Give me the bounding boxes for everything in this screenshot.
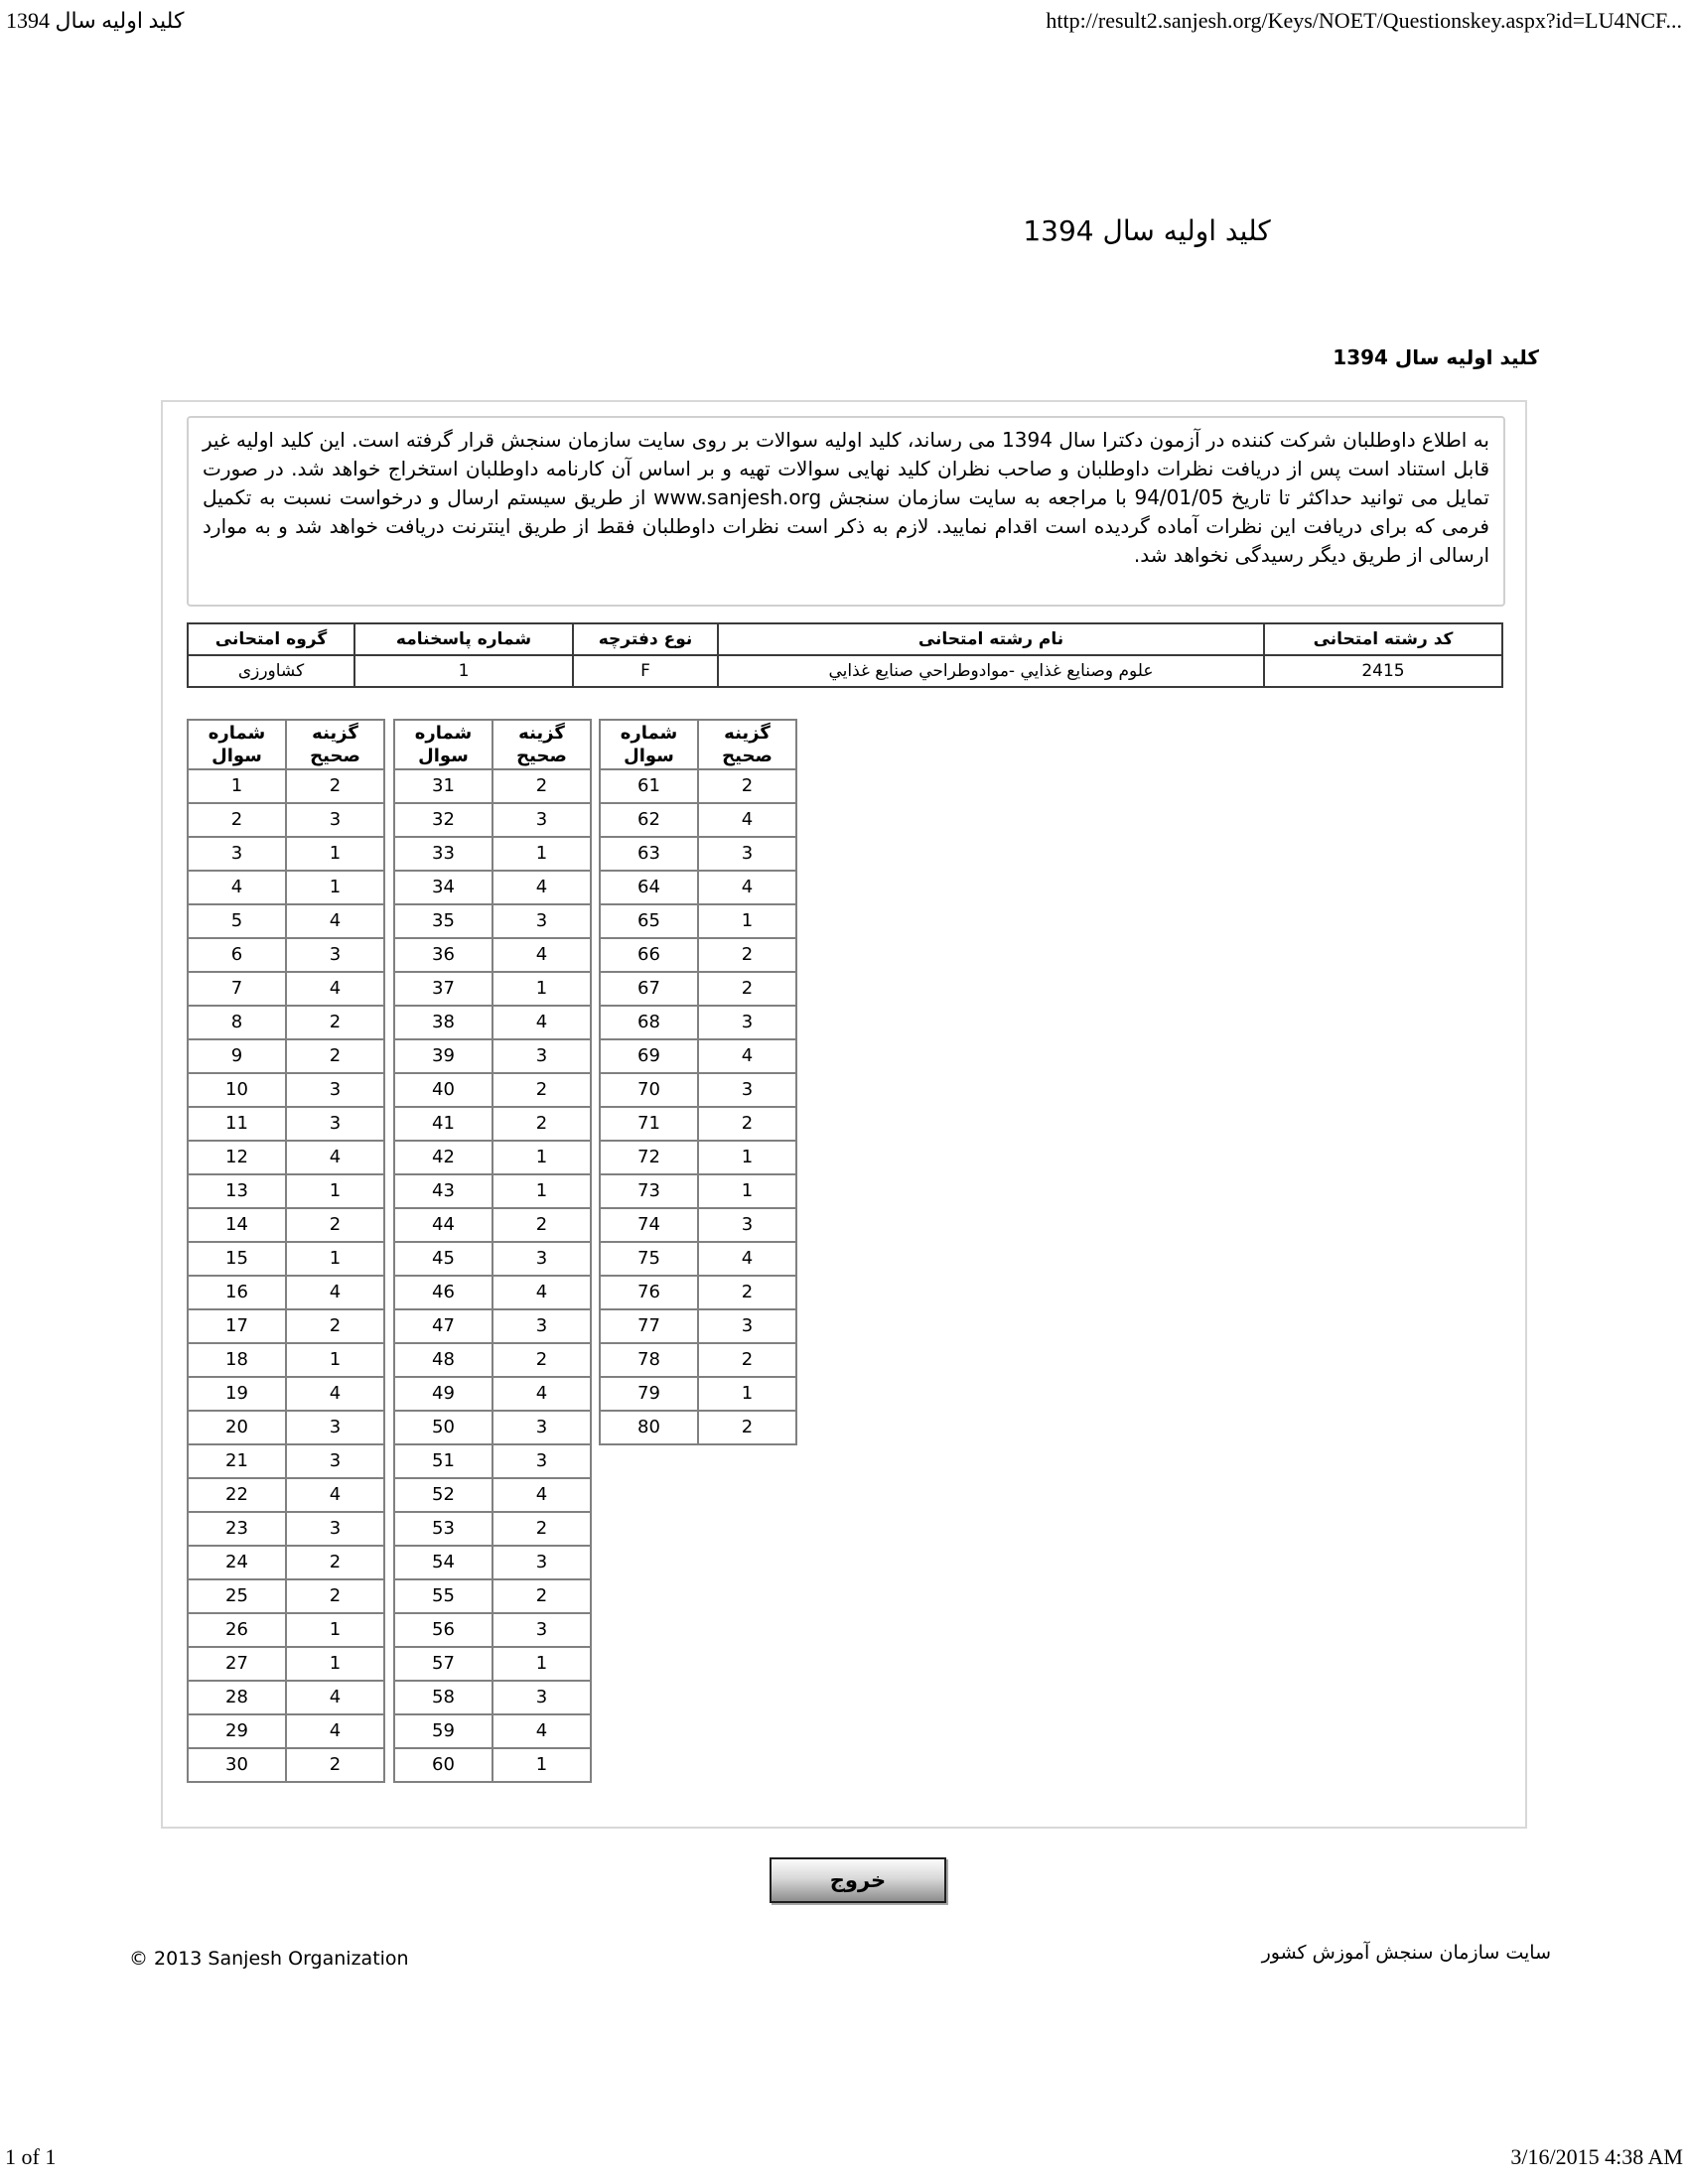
answer-row xyxy=(600,803,796,837)
answer-row xyxy=(188,1647,384,1681)
correct-option-cell: 3 xyxy=(286,1073,384,1107)
correct-option-cell: 4 xyxy=(286,1377,384,1411)
correct-option-cell: 4 xyxy=(698,871,796,904)
correct-option-cell: 4 xyxy=(698,1039,796,1073)
question-number-cell: 64 xyxy=(600,871,698,904)
print-footer-datetime: 3/16/2015 4:38 AM xyxy=(1510,2144,1683,2169)
correct-option-cell: 3 xyxy=(492,1546,591,1579)
answer-row xyxy=(394,1613,591,1647)
answer-row xyxy=(394,1579,591,1613)
correct-option-cell: 1 xyxy=(492,1647,591,1681)
correct-option-cell: 3 xyxy=(492,1444,591,1478)
exam-info-table xyxy=(187,622,1503,688)
page-title: کلید اولیه سال 1394 xyxy=(1023,214,1271,247)
answer-row xyxy=(394,1647,591,1681)
question-number-cell: 41 xyxy=(394,1107,492,1141)
correct-option-cell: 3 xyxy=(286,1411,384,1444)
answer-row xyxy=(394,972,591,1006)
answer-row xyxy=(188,1276,384,1309)
correct-option-cell: 2 xyxy=(698,1276,796,1309)
question-number-cell: 61 xyxy=(600,769,698,803)
correct-option-cell: 4 xyxy=(492,938,591,972)
answer-row xyxy=(600,1343,796,1377)
print-header-url: http://result2.sanjesh.org/Keys/NOET/Questionskey.aspx?id=LU4NCF... xyxy=(1046,8,1682,33)
answer-header-line1: گزینه xyxy=(724,723,771,744)
footer-site-name: سایت سازمان سنجش آموزش کشور xyxy=(1261,1942,1551,1964)
correct-option-cell: 3 xyxy=(492,1613,591,1647)
question-number-cell: 49 xyxy=(394,1377,492,1411)
answer-row xyxy=(600,871,796,904)
question-number-cell: 43 xyxy=(394,1174,492,1208)
question-number-cell: 47 xyxy=(394,1309,492,1343)
answer-row xyxy=(600,1174,796,1208)
question-number-cell: 16 xyxy=(188,1276,286,1309)
answer-row xyxy=(188,1174,384,1208)
correct-option-cell: 4 xyxy=(492,1714,591,1748)
question-number-cell: 60 xyxy=(394,1748,492,1782)
question-number-cell: 10 xyxy=(188,1073,286,1107)
correct-option-cell: 2 xyxy=(492,1073,591,1107)
correct-option-cell: 1 xyxy=(286,1343,384,1377)
correct-option-cell: 2 xyxy=(698,938,796,972)
correct-option-cell: 2 xyxy=(698,972,796,1006)
answer-table-header-row xyxy=(394,720,591,769)
question-number-cell: 17 xyxy=(188,1309,286,1343)
correct-option-header xyxy=(698,720,796,769)
answer-row xyxy=(394,837,591,871)
correct-option-cell: 1 xyxy=(286,1647,384,1681)
answer-row xyxy=(394,1343,591,1377)
answer-sheet-number-value: 1 xyxy=(354,655,573,687)
correct-option-cell: 2 xyxy=(492,1107,591,1141)
question-number-header xyxy=(188,720,286,769)
correct-option-cell: 2 xyxy=(698,1107,796,1141)
correct-option-cell: 4 xyxy=(286,1681,384,1714)
correct-option-cell: 4 xyxy=(286,1478,384,1512)
answer-row xyxy=(188,837,384,871)
answer-row xyxy=(600,1073,796,1107)
question-number-header xyxy=(600,720,698,769)
answer-row xyxy=(394,1546,591,1579)
answer-row xyxy=(394,1073,591,1107)
answer-table-header-row xyxy=(600,720,796,769)
answer-row xyxy=(600,938,796,972)
question-number-cell: 55 xyxy=(394,1579,492,1613)
answer-row xyxy=(394,1141,591,1174)
question-header-line2: سوال xyxy=(211,746,262,766)
correct-option-cell: 4 xyxy=(492,1478,591,1512)
answer-row xyxy=(394,938,591,972)
correct-option-cell: 2 xyxy=(286,1748,384,1782)
print-footer-page-number: 1 of 1 xyxy=(5,2144,57,2169)
answer-table-3 xyxy=(599,719,797,1445)
correct-option-cell: 4 xyxy=(286,904,384,938)
question-header-line2: سوال xyxy=(418,746,469,766)
correct-option-cell: 3 xyxy=(698,1208,796,1242)
question-number-cell: 69 xyxy=(600,1039,698,1073)
correct-option-cell: 2 xyxy=(698,1411,796,1444)
booklet-type-value: F xyxy=(573,655,718,687)
correct-option-cell: 3 xyxy=(286,938,384,972)
question-number-cell: 66 xyxy=(600,938,698,972)
correct-option-cell: 3 xyxy=(286,1107,384,1141)
question-number-cell: 67 xyxy=(600,972,698,1006)
answer-row xyxy=(600,1411,796,1444)
correct-option-cell: 3 xyxy=(492,1242,591,1276)
answer-row xyxy=(188,904,384,938)
correct-option-cell: 3 xyxy=(492,1681,591,1714)
answer-row xyxy=(188,1242,384,1276)
question-number-cell: 30 xyxy=(188,1748,286,1782)
correct-option-cell: 1 xyxy=(698,904,796,938)
answer-table-1 xyxy=(187,719,385,1783)
question-number-cell: 32 xyxy=(394,803,492,837)
correct-option-header xyxy=(492,720,591,769)
question-number-cell: 58 xyxy=(394,1681,492,1714)
question-number-cell: 13 xyxy=(188,1174,286,1208)
answer-row xyxy=(394,1512,591,1546)
question-number-cell: 29 xyxy=(188,1714,286,1748)
question-number-cell: 63 xyxy=(600,837,698,871)
question-number-cell: 21 xyxy=(188,1444,286,1478)
correct-option-cell: 1 xyxy=(492,1174,591,1208)
answer-row xyxy=(188,1343,384,1377)
question-number-cell: 7 xyxy=(188,972,286,1006)
print-header-title: کلید اولیه سال 1394 xyxy=(6,8,185,33)
answer-row xyxy=(600,837,796,871)
correct-option-cell: 3 xyxy=(286,1444,384,1478)
answer-header-line1: گزینه xyxy=(518,723,565,744)
question-number-cell: 53 xyxy=(394,1512,492,1546)
correct-option-cell: 2 xyxy=(698,769,796,803)
answer-row xyxy=(600,1141,796,1174)
correct-option-cell: 2 xyxy=(286,1208,384,1242)
question-number-cell: 40 xyxy=(394,1073,492,1107)
correct-option-cell: 2 xyxy=(286,1579,384,1613)
correct-option-cell: 2 xyxy=(286,769,384,803)
question-number-cell: 24 xyxy=(188,1546,286,1579)
answer-row xyxy=(394,1276,591,1309)
correct-option-cell: 2 xyxy=(492,1208,591,1242)
answer-row xyxy=(188,1006,384,1039)
answer-row xyxy=(188,1748,384,1782)
question-number-cell: 8 xyxy=(188,1006,286,1039)
exam-info-data-row xyxy=(188,655,1502,687)
question-number-cell: 56 xyxy=(394,1613,492,1647)
answer-row xyxy=(188,769,384,803)
question-number-cell: 74 xyxy=(600,1208,698,1242)
notice-box xyxy=(187,416,1505,607)
question-header-line1: شماره xyxy=(414,723,473,744)
answer-row xyxy=(600,1039,796,1073)
question-number-cell: 62 xyxy=(600,803,698,837)
answer-header-line1: گزینه xyxy=(312,723,358,744)
question-number-cell: 5 xyxy=(188,904,286,938)
correct-option-cell: 4 xyxy=(492,871,591,904)
footer-copyright: © 2013 Sanjesh Organization xyxy=(129,1948,409,1970)
question-number-cell: 79 xyxy=(600,1377,698,1411)
correct-option-cell: 1 xyxy=(492,837,591,871)
question-number-cell: 3 xyxy=(188,837,286,871)
question-number-cell: 14 xyxy=(188,1208,286,1242)
answer-row xyxy=(394,1411,591,1444)
question-header-line1: شماره xyxy=(620,723,678,744)
question-header-line2: سوال xyxy=(624,746,674,766)
correct-option-cell: 1 xyxy=(286,871,384,904)
correct-option-cell: 2 xyxy=(492,769,591,803)
answer-row xyxy=(600,972,796,1006)
answer-header-line2: صحیح xyxy=(516,746,567,766)
answer-row xyxy=(394,1208,591,1242)
question-number-cell: 18 xyxy=(188,1343,286,1377)
question-number-cell: 9 xyxy=(188,1039,286,1073)
answer-row xyxy=(188,1681,384,1714)
correct-option-cell: 2 xyxy=(492,1579,591,1613)
question-number-cell: 75 xyxy=(600,1242,698,1276)
question-number-cell: 28 xyxy=(188,1681,286,1714)
answer-row xyxy=(394,1242,591,1276)
question-number-cell: 15 xyxy=(188,1242,286,1276)
correct-option-cell: 3 xyxy=(492,1411,591,1444)
correct-option-cell: 3 xyxy=(492,803,591,837)
question-number-cell: 73 xyxy=(600,1174,698,1208)
answer-row xyxy=(188,1478,384,1512)
answer-row xyxy=(188,1512,384,1546)
correct-option-cell: 4 xyxy=(286,1141,384,1174)
question-number-cell: 12 xyxy=(188,1141,286,1174)
answer-row xyxy=(394,1309,591,1343)
correct-option-cell: 4 xyxy=(492,1377,591,1411)
correct-option-cell: 3 xyxy=(492,904,591,938)
question-number-cell: 36 xyxy=(394,938,492,972)
section-heading: کلید اولیه سال 1394 xyxy=(1333,345,1539,369)
question-number-cell: 72 xyxy=(600,1141,698,1174)
answer-row xyxy=(188,1377,384,1411)
answer-row xyxy=(600,769,796,803)
correct-option-cell: 4 xyxy=(286,972,384,1006)
notice-text: به اطلاع داوطلبان شرکت کننده در آزمون دکترا سال 1394 می رساند، کلید اولیه سوالات بر روی سایت سازمان سنجش قرار گرفته است. این کلید اولیه غیر قابل استناد است پس از دریافت نظرات داوطلبان و صاحب نظران کلید نهایی سوالات تهیه و بر اساس آن کارنامه داوطلبان استخراج خواهد شد. در صورت تمایل می توانید حداکثر تا تاریخ 94/01/05 با مراجعه به سایت سازمان سنجش www.sanjesh.org از طریق سیستم ارسال و درخواست نسبت به تکمیل فرمی که برای دریافت این نظرات آماده گردیده است اقدام نمایید. لازم به ذکر است نظرات داوطلبان فقط از طریق اینترنت دریافت خواهد شد و به موارد ارسالی از طریق دیگر رسیدگی نخواهد شد. xyxy=(203,428,1490,567)
question-number-cell: 11 xyxy=(188,1107,286,1141)
question-number-cell: 77 xyxy=(600,1309,698,1343)
correct-option-cell: 2 xyxy=(286,1006,384,1039)
question-header-line1: شماره xyxy=(208,723,266,744)
correct-option-cell: 1 xyxy=(698,1141,796,1174)
question-number-cell: 59 xyxy=(394,1714,492,1748)
correct-option-cell: 3 xyxy=(698,1309,796,1343)
question-number-cell: 57 xyxy=(394,1647,492,1681)
correct-option-cell: 4 xyxy=(492,1276,591,1309)
question-number-cell: 78 xyxy=(600,1343,698,1377)
exam-name-header: نام رشته امتحانی xyxy=(718,623,1264,655)
question-number-cell: 70 xyxy=(600,1073,698,1107)
answer-row xyxy=(188,1141,384,1174)
correct-option-cell: 1 xyxy=(698,1377,796,1411)
answer-row xyxy=(600,1107,796,1141)
answer-header-line2: صحیح xyxy=(310,746,360,766)
question-number-cell: 44 xyxy=(394,1208,492,1242)
answer-row xyxy=(600,1276,796,1309)
question-number-cell: 2 xyxy=(188,803,286,837)
answer-row xyxy=(188,1411,384,1444)
correct-option-cell: 1 xyxy=(286,1174,384,1208)
answer-row xyxy=(394,1478,591,1512)
correct-option-cell: 3 xyxy=(698,1006,796,1039)
question-number-cell: 46 xyxy=(394,1276,492,1309)
correct-option-cell: 2 xyxy=(492,1512,591,1546)
question-number-cell: 19 xyxy=(188,1377,286,1411)
question-number-cell: 76 xyxy=(600,1276,698,1309)
question-number-cell: 25 xyxy=(188,1579,286,1613)
exam-name-value: علوم وصنايع غذايي -موادوطراحي صنايع غذايي xyxy=(718,655,1264,687)
correct-option-cell: 1 xyxy=(286,837,384,871)
correct-option-cell: 4 xyxy=(698,1242,796,1276)
question-number-cell: 22 xyxy=(188,1478,286,1512)
answer-row xyxy=(394,1377,591,1411)
question-number-cell: 65 xyxy=(600,904,698,938)
correct-option-cell: 1 xyxy=(492,972,591,1006)
correct-option-cell: 3 xyxy=(698,837,796,871)
question-number-cell: 39 xyxy=(394,1039,492,1073)
exam-group-header: گروه امتحانی xyxy=(188,623,354,655)
exam-group-value: کشاورزی xyxy=(188,655,354,687)
question-number-cell: 54 xyxy=(394,1546,492,1579)
question-number-cell: 80 xyxy=(600,1411,698,1444)
answer-row xyxy=(188,1579,384,1613)
answer-row xyxy=(394,904,591,938)
answer-row xyxy=(188,803,384,837)
answer-row xyxy=(188,938,384,972)
correct-option-cell: 2 xyxy=(286,1039,384,1073)
answer-row xyxy=(394,1107,591,1141)
answer-row xyxy=(188,1073,384,1107)
question-number-cell: 38 xyxy=(394,1006,492,1039)
correct-option-cell: 3 xyxy=(286,1512,384,1546)
question-number-cell: 27 xyxy=(188,1647,286,1681)
question-number-cell: 51 xyxy=(394,1444,492,1478)
correct-option-cell: 4 xyxy=(698,803,796,837)
exam-code-value: 2415 xyxy=(1264,655,1502,687)
answer-table-2 xyxy=(393,719,592,1783)
correct-option-cell: 2 xyxy=(286,1546,384,1579)
question-number-header xyxy=(394,720,492,769)
question-number-cell: 45 xyxy=(394,1242,492,1276)
correct-option-cell: 3 xyxy=(698,1073,796,1107)
answer-row xyxy=(394,1444,591,1478)
correct-option-cell: 1 xyxy=(698,1174,796,1208)
correct-option-cell: 4 xyxy=(286,1714,384,1748)
question-number-cell: 52 xyxy=(394,1478,492,1512)
correct-option-cell: 1 xyxy=(492,1748,591,1782)
answer-table-header-row xyxy=(188,720,384,769)
answer-row xyxy=(600,1208,796,1242)
question-number-cell: 6 xyxy=(188,938,286,972)
correct-option-cell: 4 xyxy=(286,1276,384,1309)
answer-row xyxy=(188,1107,384,1141)
question-number-cell: 50 xyxy=(394,1411,492,1444)
answer-row xyxy=(188,1444,384,1478)
question-number-cell: 31 xyxy=(394,769,492,803)
answer-row xyxy=(600,1309,796,1343)
answer-row xyxy=(394,1681,591,1714)
correct-option-cell: 3 xyxy=(492,1039,591,1073)
answer-row xyxy=(600,1377,796,1411)
question-number-cell: 71 xyxy=(600,1107,698,1141)
answer-row xyxy=(188,871,384,904)
answer-row xyxy=(394,1174,591,1208)
correct-option-header xyxy=(286,720,384,769)
correct-option-cell: 3 xyxy=(286,803,384,837)
correct-option-cell: 2 xyxy=(698,1343,796,1377)
correct-option-cell: 2 xyxy=(286,1309,384,1343)
question-number-cell: 4 xyxy=(188,871,286,904)
answer-row xyxy=(394,1714,591,1748)
correct-option-cell: 1 xyxy=(286,1613,384,1647)
answer-header-line2: صحیح xyxy=(722,746,773,766)
question-number-cell: 26 xyxy=(188,1613,286,1647)
correct-option-cell: 4 xyxy=(492,1006,591,1039)
answer-row xyxy=(394,1006,591,1039)
answer-row xyxy=(394,1748,591,1782)
correct-option-cell: 1 xyxy=(286,1242,384,1276)
answer-row xyxy=(188,1309,384,1343)
answer-row xyxy=(600,1006,796,1039)
answer-row xyxy=(394,803,591,837)
question-number-cell: 68 xyxy=(600,1006,698,1039)
answer-row xyxy=(188,1714,384,1748)
question-number-cell: 1 xyxy=(188,769,286,803)
answer-row xyxy=(394,1039,591,1073)
answer-row xyxy=(394,769,591,803)
answer-row xyxy=(600,1242,796,1276)
correct-option-cell: 1 xyxy=(492,1141,591,1174)
question-number-cell: 42 xyxy=(394,1141,492,1174)
question-number-cell: 33 xyxy=(394,837,492,871)
exam-code-header: کد رشته امتحانی xyxy=(1264,623,1502,655)
question-number-cell: 34 xyxy=(394,871,492,904)
answer-sheet-number-header: شماره پاسخنامه xyxy=(354,623,573,655)
question-number-cell: 35 xyxy=(394,904,492,938)
answer-row xyxy=(188,1546,384,1579)
answer-row xyxy=(188,972,384,1006)
exit-button[interactable]: خروج xyxy=(770,1857,946,1903)
question-number-cell: 23 xyxy=(188,1512,286,1546)
answer-row xyxy=(188,1208,384,1242)
exam-info-header-row xyxy=(188,623,1502,655)
answer-row xyxy=(394,871,591,904)
question-number-cell: 48 xyxy=(394,1343,492,1377)
answer-row xyxy=(600,904,796,938)
correct-option-cell: 2 xyxy=(492,1343,591,1377)
question-number-cell: 37 xyxy=(394,972,492,1006)
answer-row xyxy=(188,1613,384,1647)
answer-row xyxy=(188,1039,384,1073)
correct-option-cell: 3 xyxy=(492,1309,591,1343)
main-container xyxy=(161,400,1527,1829)
question-number-cell: 20 xyxy=(188,1411,286,1444)
booklet-type-header: نوع دفترچه xyxy=(573,623,718,655)
